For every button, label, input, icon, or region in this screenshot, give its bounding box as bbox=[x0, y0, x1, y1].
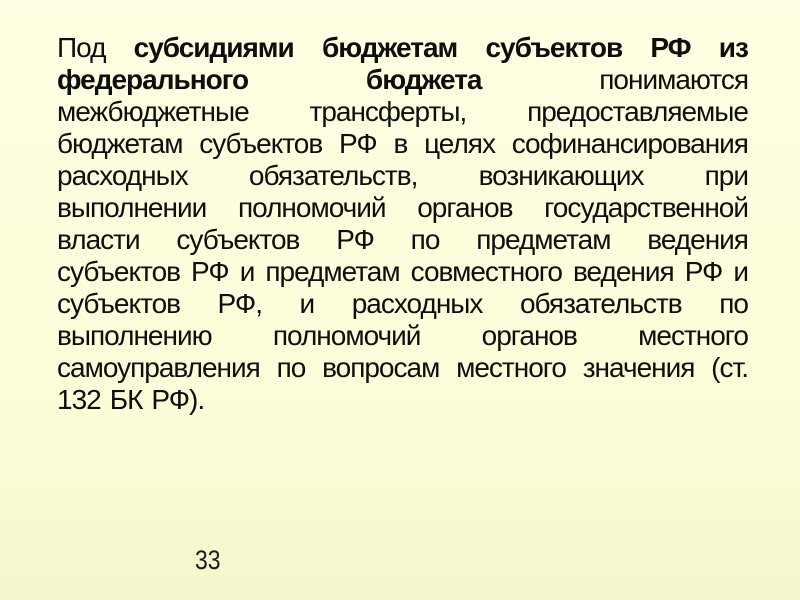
word: выполнении bbox=[57, 192, 207, 223]
word: предметам bbox=[265, 256, 400, 287]
word: по bbox=[719, 288, 748, 319]
text-line bbox=[57, 160, 748, 192]
word: и bbox=[733, 256, 748, 287]
word: расходных bbox=[57, 160, 188, 191]
word: субъектов bbox=[199, 128, 323, 159]
text-line bbox=[57, 32, 748, 64]
text-line bbox=[57, 352, 748, 384]
word: государственной bbox=[544, 192, 748, 223]
word: вопросам bbox=[322, 352, 440, 383]
word: софинансирования bbox=[511, 128, 748, 159]
word: выполнению bbox=[57, 320, 212, 351]
word: значения bbox=[582, 352, 695, 383]
text-line bbox=[57, 128, 748, 160]
word: расходных bbox=[351, 288, 483, 319]
word: при bbox=[704, 160, 748, 191]
word: РФ bbox=[339, 128, 377, 159]
word: обязательств, bbox=[248, 160, 418, 191]
word: ведения bbox=[572, 256, 674, 287]
text-line bbox=[57, 96, 748, 128]
text-line bbox=[57, 64, 748, 96]
word: бюджетам bbox=[57, 128, 183, 159]
word: РФ bbox=[336, 224, 374, 255]
word: предоставляемые bbox=[527, 96, 748, 127]
word: понимаются bbox=[599, 64, 748, 95]
word: местного bbox=[638, 320, 748, 351]
word: 132 bbox=[57, 384, 101, 415]
text-line bbox=[57, 192, 748, 224]
word: бюджета bbox=[365, 64, 482, 95]
word: по bbox=[276, 352, 306, 383]
word: бюджетам bbox=[321, 32, 458, 63]
text-line bbox=[57, 320, 748, 352]
word: (ст. bbox=[711, 352, 748, 383]
word: обязательств bbox=[519, 288, 682, 319]
word: БК bbox=[109, 384, 143, 415]
word: целях bbox=[424, 128, 495, 159]
word: по bbox=[410, 224, 440, 255]
word: РФ, bbox=[217, 288, 262, 319]
word: предметам bbox=[476, 224, 611, 255]
word: субъектов bbox=[57, 256, 181, 287]
word: субсидиями bbox=[133, 32, 294, 63]
word: РФ). bbox=[151, 384, 205, 415]
word: органов bbox=[481, 320, 577, 351]
word: власти bbox=[57, 224, 140, 255]
word: межбюджетные bbox=[57, 96, 249, 127]
text-line bbox=[57, 224, 748, 256]
word: ведения bbox=[647, 224, 748, 255]
word: и bbox=[239, 256, 255, 287]
word: федерального bbox=[57, 64, 249, 95]
text-line bbox=[57, 384, 748, 416]
word: РФ bbox=[191, 256, 229, 287]
slide-number: 33 bbox=[195, 545, 221, 575]
word: трансферты, bbox=[309, 96, 467, 127]
text-line bbox=[57, 256, 748, 288]
word: совместного bbox=[410, 256, 562, 287]
word: местного bbox=[456, 352, 566, 383]
word: РФ bbox=[650, 32, 691, 63]
word: субъектов bbox=[485, 32, 623, 63]
word: органов bbox=[417, 192, 513, 223]
text-line bbox=[57, 288, 748, 320]
slide-text bbox=[57, 32, 748, 416]
word: возникающих bbox=[478, 160, 644, 191]
word: субъектов bbox=[176, 224, 300, 255]
word: самоуправления bbox=[57, 352, 260, 383]
word: полномочий bbox=[272, 320, 421, 351]
word: и bbox=[299, 288, 315, 319]
word: полномочий bbox=[237, 192, 386, 223]
word: в bbox=[393, 128, 408, 159]
word: из bbox=[718, 32, 748, 63]
word: РФ bbox=[684, 256, 723, 287]
word: Под bbox=[57, 32, 106, 63]
word: субъектов bbox=[57, 288, 181, 319]
